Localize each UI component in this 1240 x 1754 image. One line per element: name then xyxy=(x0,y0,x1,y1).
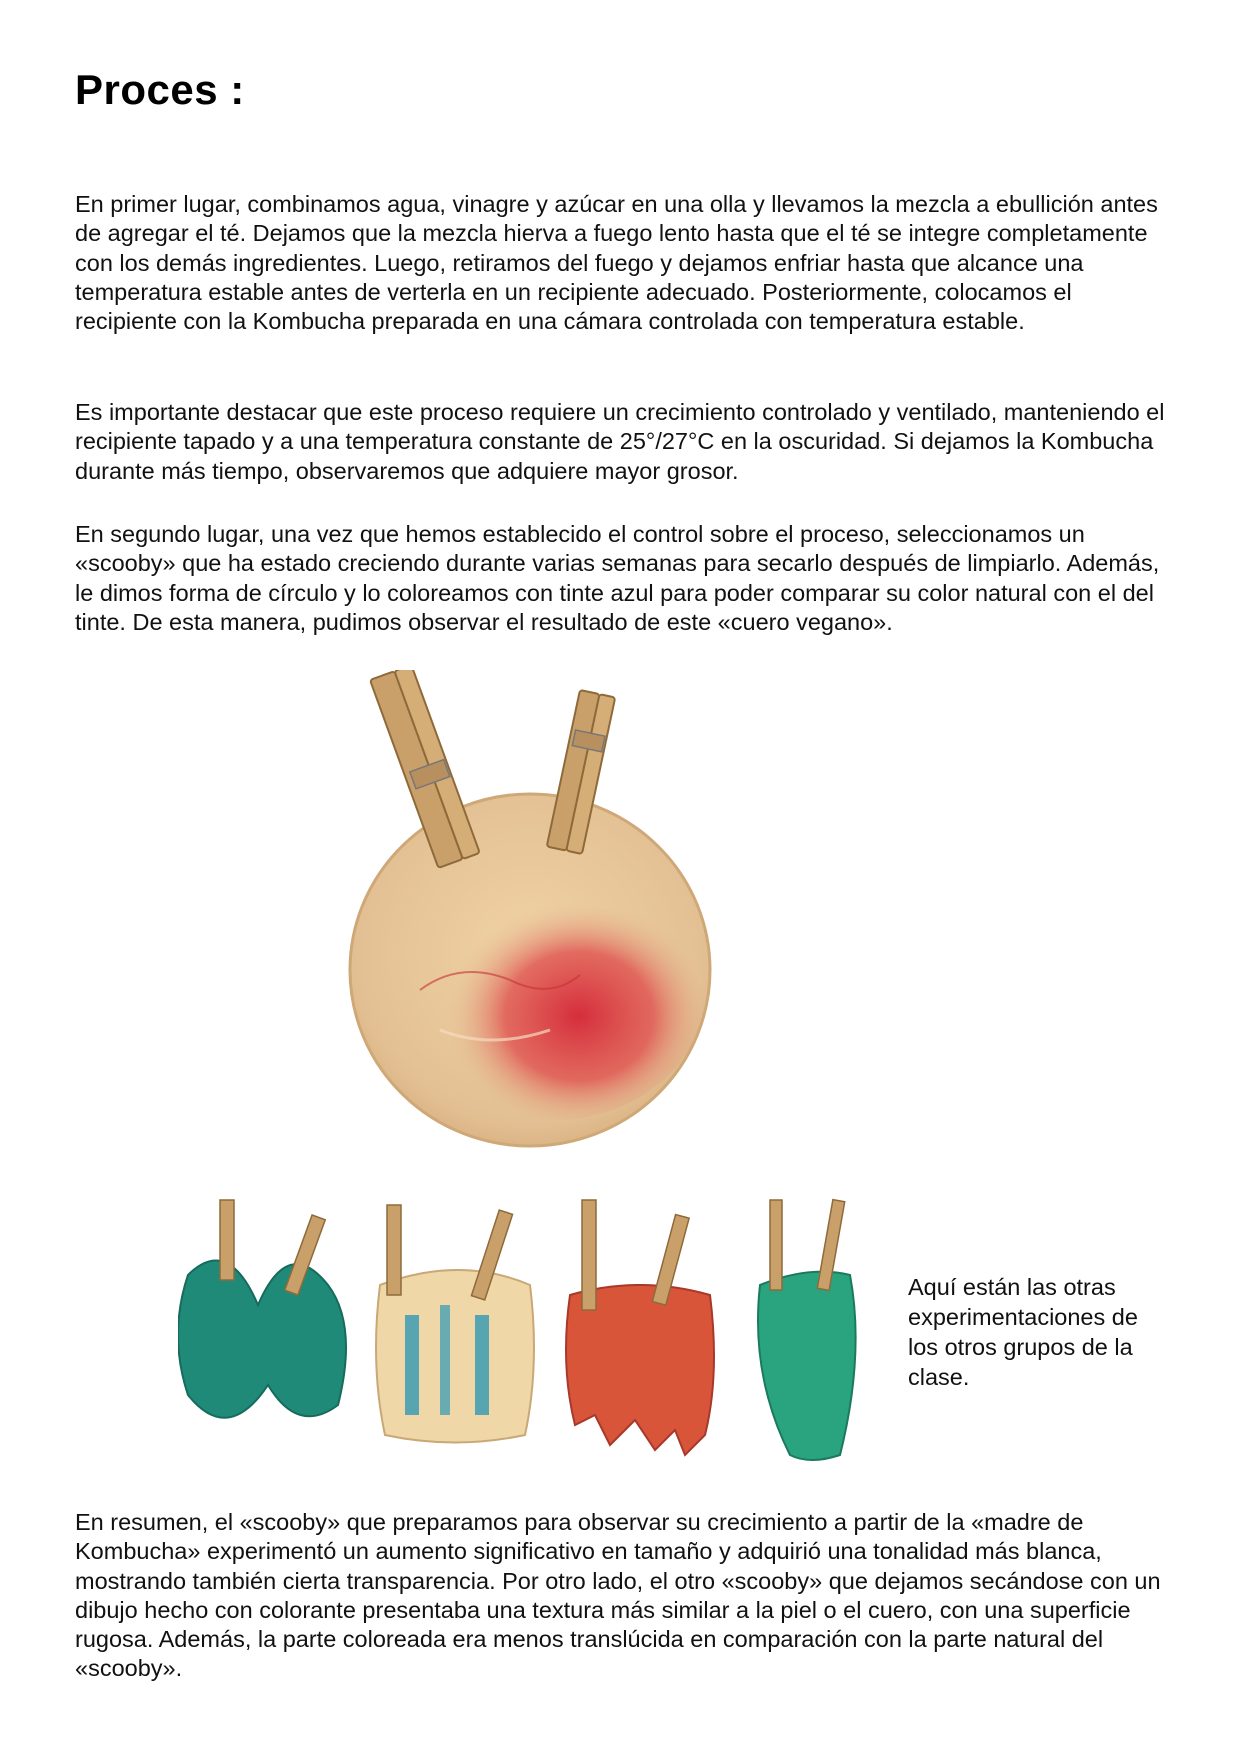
group-4-scoby-image xyxy=(740,1195,880,1475)
page-title: Proces : xyxy=(75,66,245,113)
figures-caption: Aquí están las otras experimentaciones de los otros grupos de la clase. xyxy=(908,1274,1138,1390)
group-1-scoby-image xyxy=(178,1195,358,1465)
paragraph-conditions: Es importante destacar que este proceso requiere un crecimiento controlado y ventilado, manteniendo el recipiente tapado y a una temperatura constante de 25°/27°C en la oscuridad. Si dejamos la Kombucha durante más tiempo, observaremos que adquiere mayor grosor. xyxy=(75,399,1165,484)
circular-scoby-image xyxy=(330,670,730,1150)
paragraph-intro: En primer lugar, combinamos agua, vinagre y azúcar en una olla y llevamos la mezcla a ebullición antes de agregar el té. Dejamos que la mezcla hierva a fuego lento hasta que el té se integre completamente con los demás ingredientes. Luego, retiramos del fuego y dejamos enfriar hasta que alcance una temperatura estable antes de verterla en un recipiente adecuado. Posteriormente, colocamos el recipiente con la Kombucha preparada en una cámara controlada con temperatura estable. xyxy=(75,191,1158,335)
paragraph-second-step: En segundo lugar, una vez que hemos establecido el control sobre el proceso, seleccionamos un «scooby» que ha estado creciendo durante varias semanas para secarlo después de limpiarlo. Además, le dimos forma de círculo y lo coloreamos con tinte azul para poder comparar su color natural con el del tinte. De esta manera, pudimos observar el resultado de este «cuero vegano». xyxy=(75,521,1160,635)
group-3-scoby-image xyxy=(560,1195,730,1465)
group-2-scoby-image xyxy=(365,1195,545,1465)
paragraph-summary: En resumen, el «scooby» que preparamos para observar su crecimiento a partir de la «madre de Kombucha» experimentó un aumento significativo en tamaño y adquirió una tonalidad más blanca, mostrando también cierta transparencia. Por otro lado, el otro «scooby» que dejamos secándose con un dibujo hecho con colorante presentaba una textura más similar a la piel o el cuero, con una superficie rugosa. Además, la parte coloreada era menos translúcida en comparación con la parte natural del «scooby». xyxy=(75,1509,1161,1682)
